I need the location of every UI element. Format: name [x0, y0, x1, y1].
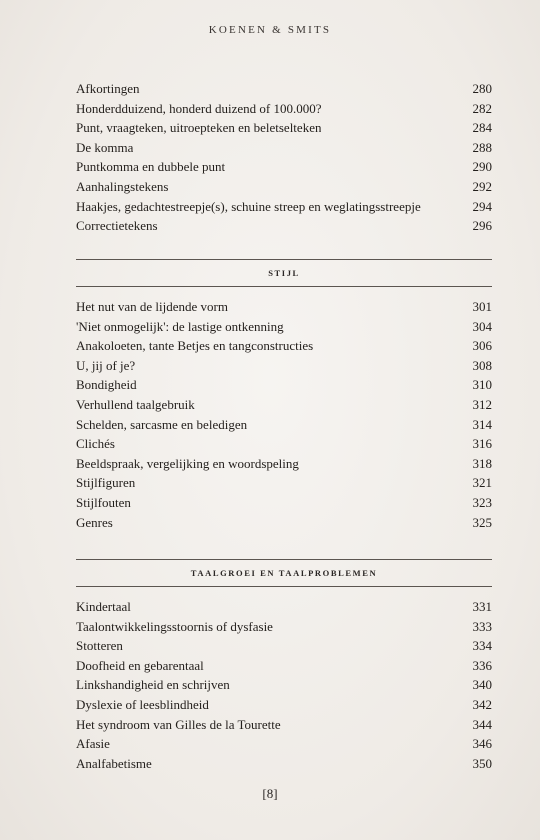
toc-entry-page-number: 342: [472, 696, 492, 712]
toc-entry: [76, 617, 492, 637]
toc-entry: [76, 197, 492, 217]
toc-entry: [76, 513, 492, 533]
toc-entry-page-number: 301: [472, 299, 492, 314]
toc-entry-page-number: 304: [472, 318, 492, 334]
toc-entry: [76, 336, 492, 356]
toc-entry-title: Anakoloeten, tante Betjes en tangconstructies: [76, 338, 314, 354]
toc-entry-page-number: 306: [472, 338, 492, 354]
toc-list: [76, 597, 492, 773]
toc-entry-title: Aanhalingstekens: [76, 178, 169, 194]
toc-entry-title: Het nut van de lijdende vorm: [76, 299, 228, 314]
toc-entry-title: Bondigheid: [76, 377, 137, 393]
toc-entry-title: Puntkomma en dubbele punt: [76, 159, 226, 175]
toc-entry: [76, 297, 492, 317]
toc-entry-page-number: 316: [472, 436, 492, 452]
toc-entry: [76, 356, 492, 376]
toc-entry-page-number: 296: [472, 218, 492, 234]
toc-entry: [76, 118, 492, 138]
toc-entry-title: Honderdduizend, honderd duizend of 100.000?: [76, 100, 322, 116]
toc-entry-page-number: 292: [472, 178, 492, 194]
toc-entry-page-number: 333: [472, 618, 492, 634]
toc-entry: [76, 656, 492, 676]
toc-entry-page-number: 344: [472, 716, 492, 732]
toc-entry-page-number: 282: [472, 100, 492, 116]
toc-entry: [76, 454, 492, 474]
toc-entry-title: Het syndroom van Gilles de la Tourette: [76, 716, 281, 732]
toc-entry-page-number: 294: [472, 198, 492, 214]
toc-entry-title: Verhullend taalgebruik: [76, 396, 195, 412]
toc-entry: [76, 754, 492, 774]
toc-entry: [76, 317, 492, 337]
toc-entry-title: Stijlfiguren: [76, 475, 136, 491]
toc-entry-title: Stijlfouten: [76, 494, 131, 510]
toc-entry: [76, 675, 492, 695]
toc-list: [76, 79, 492, 236]
toc-entry-page-number: 288: [472, 139, 492, 155]
toc-entry: [76, 79, 492, 99]
toc-entry-title: Kindertaal: [76, 599, 131, 614]
toc-entry: [76, 415, 492, 435]
toc-entry: [76, 473, 492, 493]
toc-entry-page-number: 334: [472, 638, 492, 654]
toc-entry-page-number: 325: [472, 514, 492, 530]
toc-entry: [76, 493, 492, 513]
toc-entry-title: Doofheid en gebarentaal: [76, 657, 204, 673]
toc-entry-title: Punt, vraagteken, uitroepteken en beletselteken: [76, 120, 322, 136]
toc-entry: [76, 695, 492, 715]
toc-entry-page-number: 331: [472, 599, 492, 614]
toc-entry-page-number: 308: [472, 357, 492, 373]
section-header-taalgroei: TAALGROEI EN TAALPROBLEMEN: [76, 559, 492, 587]
toc-entry: [76, 395, 492, 415]
toc-entry: [76, 99, 492, 119]
toc-entry-title: Clichés: [76, 436, 115, 452]
toc-entry-title: Analfabetisme: [76, 755, 152, 771]
toc-entry-page-number: 346: [472, 736, 492, 752]
toc-entry-title: Stotteren: [76, 638, 123, 654]
toc-entry-title: Haakjes, gedachtestreepje(s), schuine streep en weglatingsstreepje: [76, 198, 421, 214]
toc-list: [76, 297, 492, 532]
toc-entry-page-number: 310: [472, 377, 492, 393]
toc-entry: [76, 597, 492, 617]
page-number: [8]: [262, 786, 278, 801]
toc-entry-title: Afkortingen: [76, 81, 140, 96]
toc-entry-page-number: 350: [472, 755, 492, 771]
toc-entry: [76, 715, 492, 735]
toc-entry-title: Genres: [76, 514, 113, 530]
toc-entry-title: De komma: [76, 139, 134, 155]
toc-entry-title: Linkshandigheid en schrijven: [76, 677, 230, 693]
toc-entry-title: 'Niet onmogelijk': de lastige ontkenning: [76, 318, 284, 334]
toc-entry-page-number: 284: [472, 120, 492, 136]
toc-entry-page-number: 321: [472, 475, 492, 491]
toc-entry-title: Schelden, sarcasme en beledigen: [76, 416, 248, 432]
toc-entry-page-number: 314: [472, 416, 492, 432]
toc-entry: [76, 138, 492, 158]
running-head: KOENEN & SMITS: [208, 24, 332, 36]
toc-entry-page-number: 318: [472, 455, 492, 471]
toc-entry-page-number: 290: [472, 159, 492, 175]
toc-entry-title: Taalontwikkelingsstoornis of dysfasie: [76, 618, 273, 634]
toc-entry-page-number: 280: [472, 81, 492, 96]
toc-entry-title: U, jij of je?: [76, 357, 136, 373]
toc-entry-page-number: 312: [472, 396, 492, 412]
toc-entry-page-number: 340: [472, 677, 492, 693]
toc-entry-title: Correctietekens: [76, 218, 158, 234]
toc-entry: [76, 434, 492, 454]
toc-entry-title: Dyslexie of leesblindheid: [76, 696, 209, 712]
toc-entry-page-number: 336: [472, 657, 492, 673]
toc-entry: [76, 636, 492, 656]
toc-entry: [76, 216, 492, 236]
toc-entry-title: Afasie: [76, 736, 110, 752]
toc-entry-page-number: 323: [472, 494, 492, 510]
toc-entry: [76, 375, 492, 395]
toc-entry: [76, 734, 492, 754]
toc-entry: [76, 157, 492, 177]
toc-entry-title: Beeldspraak, vergelijking en woordspeling: [76, 455, 299, 471]
section-header-stijl: STIJL: [76, 259, 492, 287]
toc-entry: [76, 177, 492, 197]
